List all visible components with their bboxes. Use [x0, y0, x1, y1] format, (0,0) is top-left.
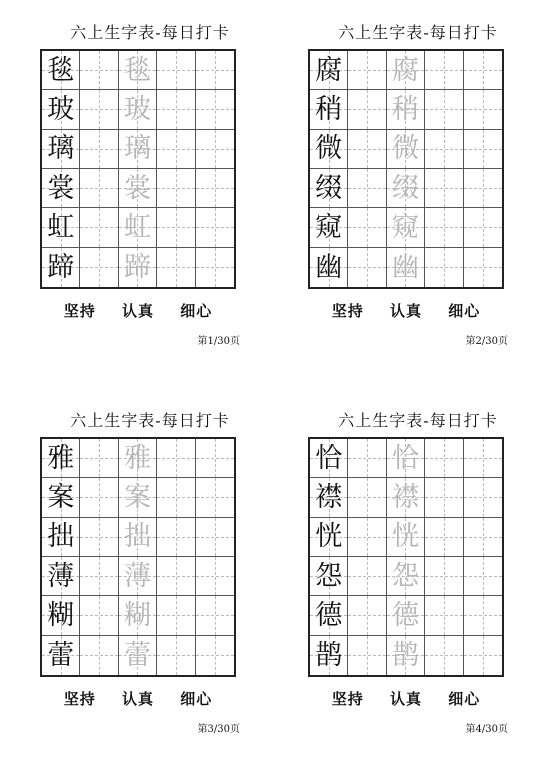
writing-grid [40, 437, 236, 677]
page-number: 第4/30页 [465, 724, 508, 735]
grid-cell [310, 596, 348, 635]
grid-cell [42, 248, 80, 287]
grid-cell [119, 636, 157, 675]
trace-character: 糊 [123, 599, 151, 631]
grid-cell [80, 169, 118, 208]
model-character: 璃 [47, 133, 75, 165]
grid-cell [80, 478, 118, 517]
page-number: 第2/30页 [465, 336, 508, 347]
grid-cell [425, 169, 463, 208]
grid-cell [196, 90, 234, 129]
grid-cell [42, 51, 80, 90]
trace-character: 蹄 [123, 251, 151, 283]
grid-cell [42, 208, 80, 247]
model-character: 拙 [47, 521, 75, 553]
grid-cell [464, 51, 502, 90]
trace-character: 襟 [391, 481, 419, 513]
grid-cell [387, 636, 425, 675]
grid-cell [157, 636, 195, 675]
trace-character: 幽 [391, 251, 419, 283]
motto-text: 坚持 认真 细心 [331, 302, 481, 320]
grid-cell [464, 208, 502, 247]
page-number: 第1/30页 [197, 336, 240, 347]
model-character: 蹄 [47, 251, 75, 283]
grid-cell [425, 439, 463, 478]
trace-character: 恰 [391, 442, 419, 474]
grid-cell [348, 478, 386, 517]
grid-cell [425, 557, 463, 596]
grid-cell [387, 130, 425, 169]
grid-cell [157, 478, 195, 517]
grid-cell [196, 51, 234, 90]
grid-cell [348, 90, 386, 129]
grid-cell [157, 518, 195, 557]
grid-cell [119, 557, 157, 596]
grid-cell [348, 636, 386, 675]
model-character: 缀 [315, 172, 343, 204]
grid-cell [196, 636, 234, 675]
model-character: 裳 [47, 172, 75, 204]
grid-cell [310, 557, 348, 596]
grid-cell [425, 51, 463, 90]
grid-cell [157, 169, 195, 208]
grid-cell [387, 90, 425, 129]
grid-cell [42, 439, 80, 478]
grid-cell [310, 518, 348, 557]
trace-character: 薄 [123, 560, 151, 592]
motto-text: 坚持 认真 细心 [63, 690, 213, 708]
trace-character: 案 [123, 481, 151, 513]
practice-card-2 [298, 22, 538, 352]
grid-cell [387, 248, 425, 287]
trace-character: 微 [391, 133, 419, 165]
grid-cell [119, 439, 157, 478]
model-character: 腐 [315, 54, 343, 86]
grid-cell [42, 130, 80, 169]
trace-character: 稍 [391, 93, 419, 125]
trace-character: 腐 [391, 54, 419, 86]
grid-cell [42, 90, 80, 129]
grid-cell [425, 518, 463, 557]
trace-character: 蕾 [123, 639, 151, 671]
writing-grid [308, 437, 504, 677]
grid-cell [348, 248, 386, 287]
grid-cell [80, 90, 118, 129]
grid-cell [119, 208, 157, 247]
trace-character: 窥 [391, 211, 419, 243]
motto-text: 坚持 认真 细心 [331, 690, 481, 708]
grid-cell [310, 478, 348, 517]
grid-cell [425, 90, 463, 129]
grid-cell [157, 208, 195, 247]
trace-character: 拙 [123, 521, 151, 553]
grid-cell [310, 169, 348, 208]
grid-cell [80, 518, 118, 557]
grid-cell [119, 90, 157, 129]
grid-cell [157, 51, 195, 90]
writing-grid [40, 49, 236, 289]
model-character: 恍 [315, 521, 343, 553]
model-character: 薄 [47, 560, 75, 592]
model-character: 鹊 [315, 639, 343, 671]
page-number: 第3/30页 [197, 724, 240, 735]
grid-cell [80, 596, 118, 635]
grid-cell [196, 557, 234, 596]
trace-character: 毯 [123, 54, 151, 86]
grid-cell [196, 596, 234, 635]
grid-cell [464, 636, 502, 675]
trace-character: 璃 [123, 133, 151, 165]
model-character: 雅 [47, 442, 75, 474]
grid-cell [310, 636, 348, 675]
model-character: 玻 [47, 93, 75, 125]
grid-cell [42, 557, 80, 596]
model-character: 稍 [315, 93, 343, 125]
card-title: 六上生字表-每日打卡 [338, 411, 498, 430]
trace-character: 虹 [123, 211, 151, 243]
grid-cell [119, 248, 157, 287]
practice-card-1 [30, 22, 270, 352]
grid-cell [80, 51, 118, 90]
grid-cell [464, 518, 502, 557]
grid-cell [157, 557, 195, 596]
grid-cell [80, 557, 118, 596]
grid-cell [310, 208, 348, 247]
grid-cell [42, 596, 80, 635]
motto-text: 坚持 认真 细心 [63, 302, 213, 320]
grid-cell [80, 248, 118, 287]
grid-cell [80, 439, 118, 478]
grid-cell [464, 478, 502, 517]
grid-cell [348, 596, 386, 635]
practice-card-3 [30, 410, 270, 740]
grid-cell [348, 208, 386, 247]
trace-character: 缀 [391, 172, 419, 204]
model-character: 襟 [315, 481, 343, 513]
model-character: 毯 [47, 54, 75, 86]
grid-cell [425, 596, 463, 635]
grid-cell [425, 208, 463, 247]
grid-cell [119, 478, 157, 517]
grid-cell [310, 130, 348, 169]
grid-cell [42, 518, 80, 557]
grid-cell [348, 169, 386, 208]
grid-cell [196, 518, 234, 557]
grid-cell [119, 169, 157, 208]
grid-cell [464, 596, 502, 635]
grid-cell [464, 557, 502, 596]
grid-cell [196, 169, 234, 208]
trace-character: 德 [391, 599, 419, 631]
grid-cell [42, 169, 80, 208]
grid-cell [425, 130, 463, 169]
trace-character: 怨 [391, 560, 419, 592]
grid-cell [119, 51, 157, 90]
grid-cell [348, 518, 386, 557]
grid-cell [425, 248, 463, 287]
grid-cell [348, 51, 386, 90]
card-title: 六上生字表-每日打卡 [338, 23, 498, 42]
grid-cell [42, 478, 80, 517]
trace-character: 鹊 [391, 639, 419, 671]
grid-cell [464, 90, 502, 129]
grid-cell [119, 518, 157, 557]
grid-cell [425, 636, 463, 675]
grid-cell [387, 478, 425, 517]
grid-cell [348, 130, 386, 169]
grid-cell [157, 90, 195, 129]
model-character: 微 [315, 133, 343, 165]
model-character: 恰 [315, 442, 343, 474]
grid-cell [348, 439, 386, 478]
practice-card-4 [298, 410, 538, 740]
grid-cell [80, 130, 118, 169]
grid-cell [348, 557, 386, 596]
grid-cell [196, 248, 234, 287]
grid-cell [387, 169, 425, 208]
model-character: 德 [315, 599, 343, 631]
model-character: 糊 [47, 599, 75, 631]
grid-cell [464, 169, 502, 208]
trace-character: 裳 [123, 172, 151, 204]
model-character: 案 [47, 481, 75, 513]
grid-cell [387, 518, 425, 557]
grid-cell [425, 478, 463, 517]
grid-cell [387, 51, 425, 90]
trace-character: 恍 [391, 521, 419, 553]
grid-cell [80, 208, 118, 247]
grid-cell [310, 90, 348, 129]
model-character: 蕾 [47, 639, 75, 671]
grid-cell [157, 439, 195, 478]
trace-character: 雅 [123, 442, 151, 474]
grid-cell [387, 208, 425, 247]
trace-character: 玻 [123, 93, 151, 125]
grid-cell [464, 130, 502, 169]
grid-cell [196, 439, 234, 478]
model-character: 窥 [315, 211, 343, 243]
card-title: 六上生字表-每日打卡 [70, 23, 230, 42]
grid-cell [196, 208, 234, 247]
grid-cell [310, 439, 348, 478]
writing-grid [308, 49, 504, 289]
grid-cell [196, 130, 234, 169]
grid-cell [119, 596, 157, 635]
grid-cell [119, 130, 157, 169]
grid-cell [196, 478, 234, 517]
grid-cell [387, 557, 425, 596]
grid-cell [157, 248, 195, 287]
model-character: 幽 [315, 251, 343, 283]
grid-cell [464, 439, 502, 478]
grid-cell [310, 51, 348, 90]
grid-cell [42, 636, 80, 675]
grid-cell [387, 439, 425, 478]
model-character: 怨 [315, 560, 343, 592]
grid-cell [157, 130, 195, 169]
card-title: 六上生字表-每日打卡 [70, 411, 230, 430]
grid-cell [157, 596, 195, 635]
grid-cell [464, 248, 502, 287]
grid-cell [80, 636, 118, 675]
grid-cell [387, 596, 425, 635]
grid-cell [310, 248, 348, 287]
model-character: 虹 [47, 211, 75, 243]
